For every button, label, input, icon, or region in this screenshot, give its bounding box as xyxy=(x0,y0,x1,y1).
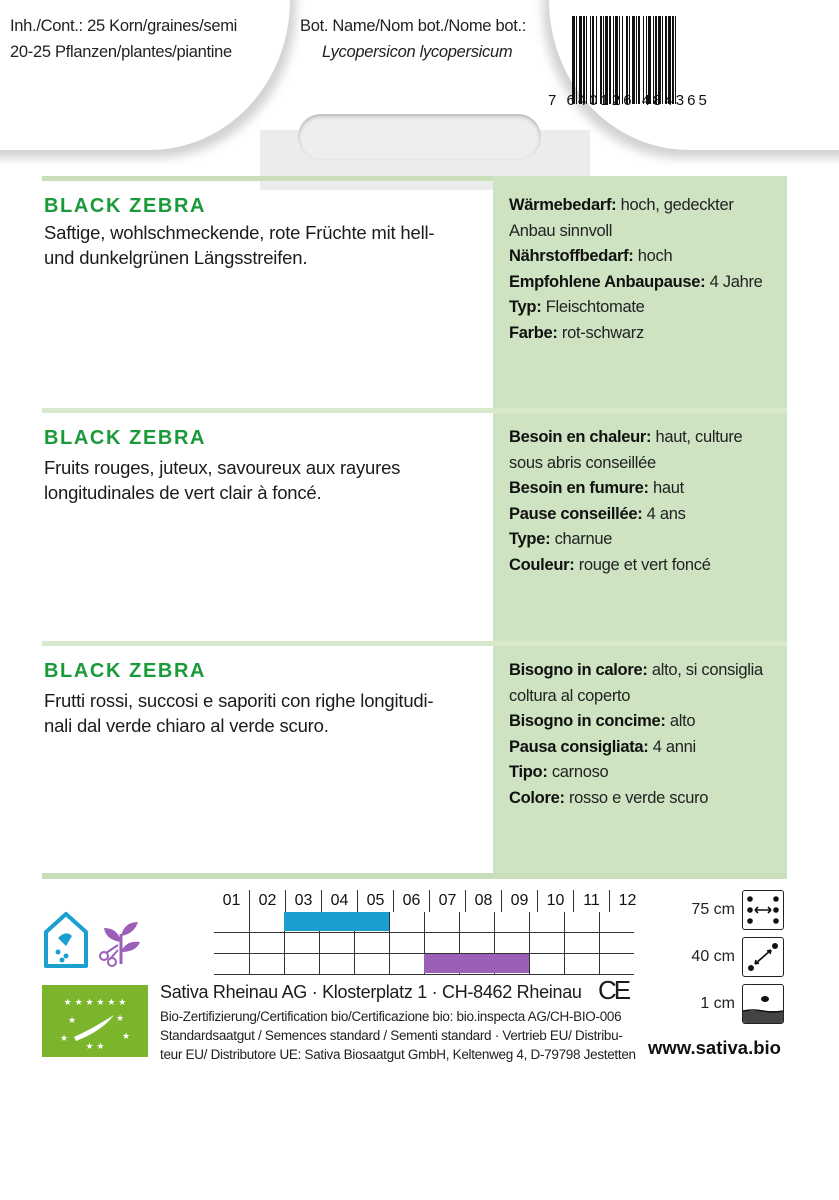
property-row: Empfohlene Anbaupause: 4 Jahre xyxy=(509,272,763,291)
properties-it xyxy=(509,658,784,811)
calendar-gridline xyxy=(319,933,320,953)
calendar-gridline xyxy=(389,933,390,953)
sowing-period-bar xyxy=(284,912,389,931)
property-row: Type: charnue xyxy=(509,530,613,548)
distributor-line: teur EU/ Distributore UE: Sativa Biosaatgut GmbH, Keltenweg 4, D-79798 Jestetten xyxy=(160,1047,636,1062)
ce-mark: CE xyxy=(598,975,629,1005)
eu-organic-logo xyxy=(42,985,148,1057)
standard-seed-line: Standardsaatgut / Semences standard / Sementi standard · Vertrieb EU/ Distribu- xyxy=(160,1028,623,1043)
property-row: Bisogno in calore: alto, si consiglia xyxy=(509,661,763,679)
description-line: nali dal verde chiaro al verde scuro. xyxy=(44,715,329,736)
calendar-month-label: 09 xyxy=(501,890,537,912)
calendar-month-label: 08 xyxy=(465,890,501,912)
svg-text:★: ★ xyxy=(67,1016,77,1026)
calendar-month-label: 04 xyxy=(321,890,357,912)
row-spacing-icon xyxy=(742,890,784,930)
variety-name-it: BLACK ZEBRA xyxy=(44,660,207,682)
description-fr xyxy=(44,455,484,505)
barcode-bar xyxy=(675,16,676,104)
contents-line-2: 20-25 Pflanzen/plantes/piantine xyxy=(10,43,232,61)
description-line: und dunkelgrünen Längsstreifen. xyxy=(44,247,308,268)
variety-name-fr: BLACK ZEBRA xyxy=(44,427,207,449)
barcode-number: 7 640126 484365 xyxy=(548,92,710,109)
calendar-month-label: 12 xyxy=(609,890,645,912)
plant-spacing-icon xyxy=(742,937,784,977)
calendar-gridline xyxy=(284,954,285,974)
section-divider xyxy=(42,873,787,879)
sowing-depth-value: 1 cm xyxy=(700,995,735,1012)
description-line: longitudinales de vert clair à foncé. xyxy=(44,482,322,503)
calendar-gridline xyxy=(599,954,600,974)
calendar-month-label: 05 xyxy=(357,890,393,912)
calendar-gridline xyxy=(564,954,565,974)
property-row: Bisogno in concime: alto xyxy=(509,712,696,730)
calendar-month-label: 07 xyxy=(429,890,465,912)
property-row: Colore: rosso e verde scuro xyxy=(509,788,709,807)
calendar-gridline xyxy=(389,954,390,974)
certification-line: Bio-Zertifizierung/Certification bio/Certificazione bio: bio.inspecta AG/CH-BIO-006 xyxy=(160,1009,622,1024)
calendar-gridline xyxy=(389,912,390,932)
calendar-gridline xyxy=(459,912,460,932)
properties-fr xyxy=(509,425,784,578)
calendar-gridline xyxy=(249,954,250,974)
calendar-gridline xyxy=(564,912,565,932)
property-row-cont: Anbau sinnvoll xyxy=(509,221,613,240)
calendar-month-label: 11 xyxy=(573,890,609,912)
calendar-gridline xyxy=(494,933,495,953)
calendar-gridline xyxy=(529,933,530,953)
calendar-gridline xyxy=(564,933,565,953)
property-row: Besoin en fumure: haut xyxy=(509,479,684,497)
hanger-slot xyxy=(298,114,541,160)
properties-de xyxy=(509,193,784,346)
property-row: Couleur: rouge et vert foncé xyxy=(509,555,711,574)
botanical-label: Bot. Name/Nom bot./Nome bot.: xyxy=(300,17,527,35)
calendar-harvest-row xyxy=(214,954,634,975)
botanical-name: Lycopersicon lycopersicum xyxy=(322,43,513,61)
property-row-cont: coltura al coperto xyxy=(509,686,631,705)
harvest-period-bar xyxy=(424,954,529,973)
property-row: Besoin en chaleur: haut, culture xyxy=(509,428,743,446)
description-line: Frutti rossi, succosi e saporiti con righe longitudi- xyxy=(44,690,434,711)
calendar-month-label: 10 xyxy=(537,890,573,912)
calendar-gridline xyxy=(424,933,425,953)
property-row: Tipo: carnoso xyxy=(509,763,609,781)
property-row: Wärmebedarf: hoch, gedeckter xyxy=(509,196,734,214)
calendar-month-label: 06 xyxy=(393,890,429,912)
sowing-harvest-calendar xyxy=(214,890,645,975)
contents-line-1: Inh./Cont.: 25 Korn/graines/semi xyxy=(10,17,238,35)
calendar-gridline xyxy=(354,954,355,974)
property-row-cont: sous abris conseillée xyxy=(509,453,656,472)
calendar-gridline xyxy=(424,912,425,932)
calendar-gridline xyxy=(284,933,285,953)
description-line: Saftige, wohlschmeckende, rote Früchte mit hell- xyxy=(44,222,435,243)
calendar-gridline xyxy=(459,933,460,953)
harvest-plant-icon xyxy=(96,912,146,970)
description-de xyxy=(44,220,484,270)
calendar-month-label: 03 xyxy=(285,890,321,912)
calendar-month-header xyxy=(214,890,645,912)
property-row: Pause conseillée: 4 ans xyxy=(509,504,686,523)
property-row: Typ: Fleischtomate xyxy=(509,298,645,316)
property-row: Pausa consigliata: 4 anni xyxy=(509,737,696,756)
calendar-gridline xyxy=(249,912,250,932)
calendar-gridline xyxy=(599,933,600,953)
description-it xyxy=(44,688,484,738)
calendar-gridline xyxy=(599,912,600,932)
calendar-gridline xyxy=(319,954,320,974)
property-row: Nährstoffbedarf: hoch xyxy=(509,247,673,265)
svg-text:★ ★: ★ ★ xyxy=(85,1042,105,1052)
property-row: Farbe: rot-schwarz xyxy=(509,323,644,342)
section-divider xyxy=(42,641,787,646)
svg-text:★ ★ ★ ★ ★ ★: ★ ★ ★ ★ ★ ★ xyxy=(63,998,127,1008)
sowing-house-icon xyxy=(42,908,90,970)
svg-text:★: ★ xyxy=(121,1032,131,1042)
calendar-gridline xyxy=(354,933,355,953)
sowing-depth-icon xyxy=(742,984,784,1024)
calendar-gridline xyxy=(529,912,530,932)
section-divider xyxy=(42,408,787,413)
description-line: Fruits rouges, juteux, savoureux aux rayures xyxy=(44,457,401,478)
calendar-gridline xyxy=(529,954,530,974)
calendar-sowing-row xyxy=(214,912,634,933)
plant-spacing-value: 40 cm xyxy=(691,948,735,965)
svg-text:★: ★ xyxy=(115,1014,125,1024)
svg-text:★: ★ xyxy=(59,1034,69,1044)
variety-name-de: BLACK ZEBRA xyxy=(44,195,207,217)
calendar-month-label: 02 xyxy=(249,890,285,912)
calendar-month-label: 01 xyxy=(222,892,241,909)
calendar-gridline xyxy=(249,933,250,953)
barcode xyxy=(572,16,782,104)
website-link[interactable]: www.sativa.bio xyxy=(648,1037,781,1058)
calendar-gridline xyxy=(494,912,495,932)
row-spacing-value: 75 cm xyxy=(691,901,735,918)
company-address: Sativa Rheinau AG · Klosterplatz 1 · CH-8462 Rheinau xyxy=(160,982,582,1002)
calendar-row xyxy=(214,933,634,954)
